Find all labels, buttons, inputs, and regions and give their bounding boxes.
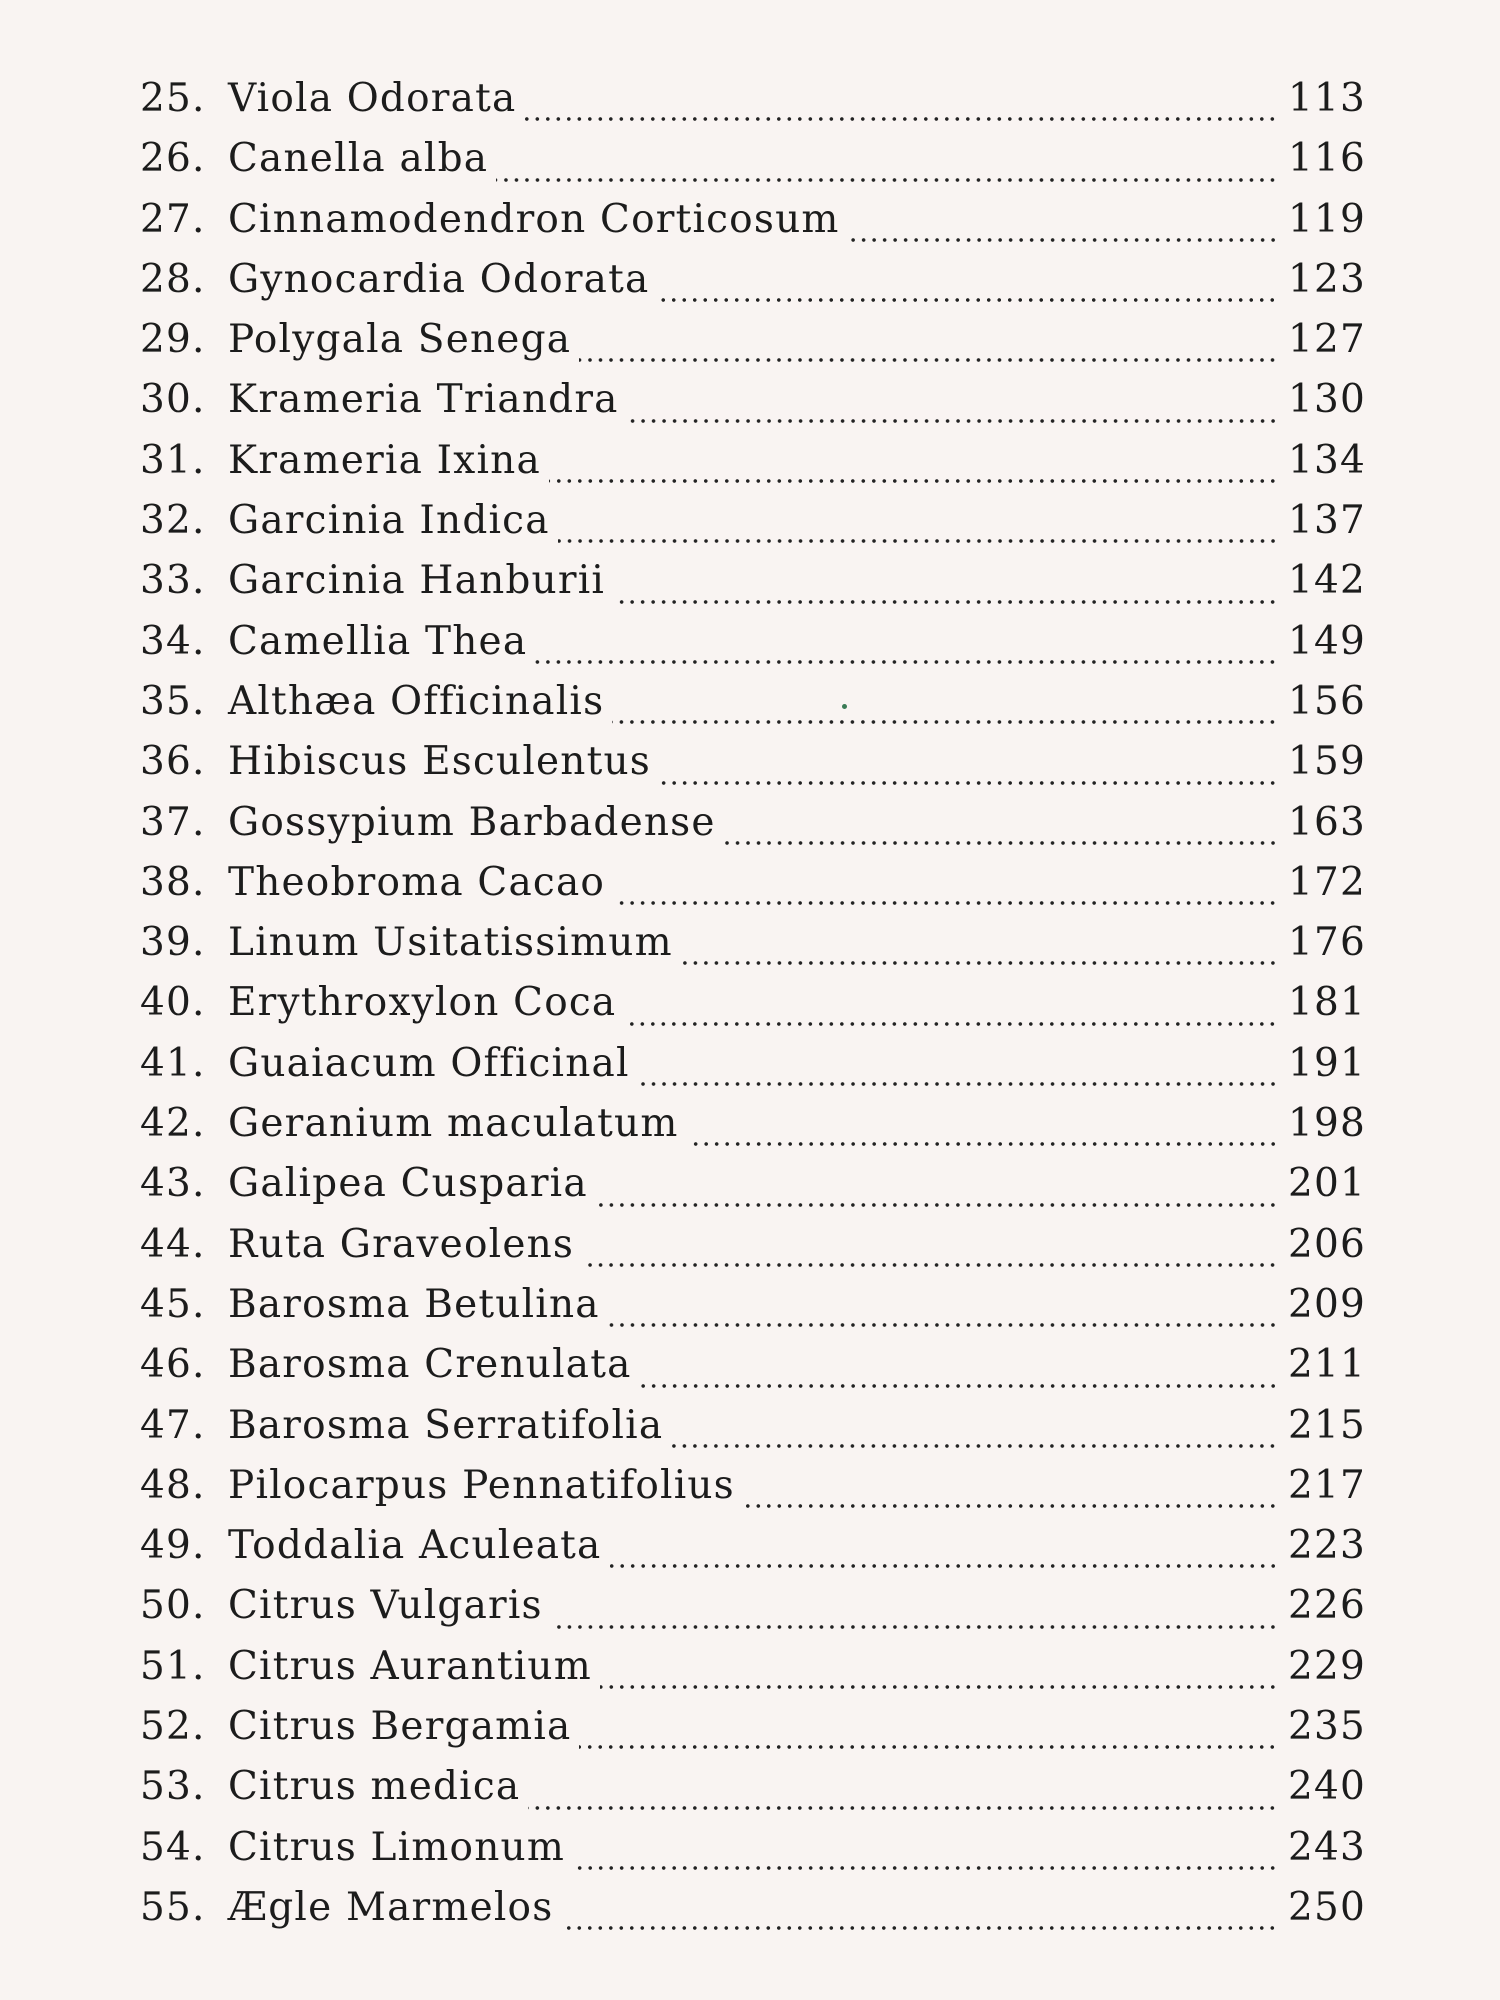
toc-entry [140, 1041, 1366, 1101]
toc-entry [140, 498, 1366, 558]
entry-title: Galipea Cusparia [228, 1161, 588, 1207]
entry-page-number: 215 [1287, 1402, 1366, 1448]
dot-leader [724, 841, 1278, 845]
entry-page-number: 191 [1287, 1040, 1366, 1086]
entry-page-number: 123 [1287, 256, 1366, 302]
entry-title: Linum Usitatissimum [228, 920, 673, 966]
entry-title: Ægle Marmelos [228, 1884, 554, 1930]
entry-number: 53. [140, 1764, 206, 1810]
dot-leader [671, 1444, 1278, 1448]
dot-leader [624, 1022, 1278, 1026]
entry-title: Pilocarpus Pennatifolius [228, 1462, 735, 1508]
dot-leader [610, 1564, 1278, 1568]
entry-number: 48. [140, 1462, 206, 1508]
toc-entry [140, 377, 1366, 437]
dot-leader [638, 1082, 1278, 1086]
entry-title: Gossypium Barbadense [228, 799, 716, 845]
entry-title: Theobroma Cacao [228, 859, 606, 905]
dot-leader [558, 539, 1278, 543]
toc-entry [140, 1523, 1366, 1583]
entry-number: 29. [140, 317, 206, 363]
entry-number: 33. [140, 558, 206, 604]
entry-number: 54. [140, 1824, 206, 1870]
toc-entry [140, 1282, 1366, 1342]
entry-page-number: 149 [1287, 618, 1366, 664]
entry-title: Althæa Officinalis [228, 678, 605, 724]
dot-leader [582, 1263, 1278, 1267]
dot-leader [743, 1504, 1278, 1508]
entry-title: Polygala Senega [228, 317, 572, 363]
toc-entry [140, 1583, 1366, 1643]
entry-page-number: 217 [1287, 1462, 1366, 1508]
dot-leader [612, 720, 1278, 724]
dot-leader [596, 1203, 1278, 1207]
entry-number: 30. [140, 377, 206, 423]
entry-number: 55. [140, 1884, 206, 1930]
dot-leader [561, 1926, 1278, 1930]
toc-entry [140, 1825, 1366, 1885]
entry-number: 39. [140, 920, 206, 966]
entry-title: Barosma Betulina [228, 1281, 600, 1327]
entry-title: Citrus Aurantium [228, 1643, 592, 1689]
entry-number: 26. [140, 136, 206, 182]
toc-entry [140, 136, 1366, 196]
dot-leader [549, 479, 1278, 483]
entry-number: 37. [140, 799, 206, 845]
toc-entry [140, 619, 1366, 679]
toc-entry [140, 1403, 1366, 1463]
entry-number: 35. [140, 678, 206, 724]
entry-number: 25. [140, 76, 206, 121]
toc-entry [140, 1644, 1366, 1704]
entry-page-number: 181 [1287, 980, 1366, 1026]
entry-number: 47. [140, 1402, 206, 1448]
toc-entry [140, 679, 1366, 739]
entry-number: 34. [140, 618, 206, 664]
entry-number: 40. [140, 980, 206, 1026]
entry-number: 45. [140, 1281, 206, 1327]
entry-title: Krameria Triandra [228, 377, 619, 423]
entry-page-number: 130 [1287, 377, 1366, 423]
entry-page-number: 198 [1287, 1101, 1366, 1147]
dot-leader [551, 1625, 1278, 1629]
entry-page-number: 226 [1287, 1583, 1366, 1629]
dot-leader [659, 781, 1278, 785]
toc-entry [140, 76, 1366, 136]
entry-number: 32. [140, 498, 206, 544]
entry-title: Ruta Graveolens [228, 1221, 575, 1267]
toc-entry [140, 860, 1366, 920]
dot-leader [579, 1745, 1277, 1749]
entry-page-number: 223 [1287, 1523, 1366, 1569]
toc-entry [140, 317, 1366, 377]
entry-number: 28. [140, 256, 206, 302]
entry-page-number: 159 [1287, 739, 1366, 785]
entry-title: Krameria Ixina [228, 437, 541, 483]
table-of-contents [140, 76, 1366, 1945]
toc-entry [140, 438, 1366, 498]
dot-leader [524, 117, 1278, 121]
toc-entry [140, 257, 1366, 317]
toc-entry [140, 1101, 1366, 1161]
dot-leader [687, 1142, 1278, 1146]
entry-number: 36. [140, 739, 206, 785]
entry-page-number: 206 [1287, 1221, 1366, 1267]
entry-page-number: 137 [1287, 498, 1366, 544]
entry-page-number: 235 [1287, 1704, 1366, 1750]
dot-leader [579, 358, 1278, 362]
dot-leader [640, 1384, 1278, 1388]
entry-title: Guaiacum Officinal [228, 1040, 630, 1086]
entry-number: 41. [140, 1040, 206, 1086]
entry-page-number: 209 [1287, 1281, 1366, 1327]
toc-entry [140, 1463, 1366, 1523]
entry-page-number: 116 [1287, 136, 1366, 182]
entry-page-number: 229 [1287, 1643, 1366, 1689]
entry-title: Citrus medica [228, 1764, 521, 1810]
entry-number: 42. [140, 1101, 206, 1147]
entry-page-number: 119 [1287, 196, 1366, 242]
entry-number: 50. [140, 1583, 206, 1629]
toc-entry [140, 920, 1366, 980]
dot-leader [848, 238, 1278, 242]
entry-title: Geranium maculatum [228, 1101, 679, 1147]
entry-page-number: 243 [1287, 1824, 1366, 1870]
dot-leader [613, 901, 1278, 905]
entry-number: 43. [140, 1161, 206, 1207]
entry-title: Canella alba [228, 136, 489, 182]
dot-leader [681, 961, 1278, 965]
entry-number: 52. [140, 1704, 206, 1750]
entry-number: 31. [140, 437, 206, 483]
entry-title: Barosma Serratifolia [228, 1402, 664, 1448]
entry-number: 44. [140, 1221, 206, 1267]
entry-title: Gynocardia Odorata [228, 256, 650, 302]
dot-leader [535, 660, 1278, 664]
toc-entry [140, 800, 1366, 860]
entry-title: Hibiscus Esculentus [228, 739, 652, 785]
dot-leader [627, 419, 1278, 423]
entry-page-number: 113 [1287, 76, 1366, 121]
entry-title: Erythroxylon Coca [228, 980, 617, 1026]
entry-title: Garcinia Indica [228, 498, 550, 544]
dot-leader [600, 1685, 1278, 1689]
entry-page-number: 172 [1287, 859, 1366, 905]
toc-entry [140, 197, 1366, 257]
entry-page-number: 240 [1287, 1764, 1366, 1810]
toc-entry [140, 1222, 1366, 1282]
entry-page-number: 250 [1287, 1884, 1366, 1930]
entry-page-number: 176 [1287, 920, 1366, 966]
dot-leader [496, 178, 1278, 182]
toc-entry [140, 558, 1366, 618]
toc-entry [140, 1161, 1366, 1221]
entry-page-number: 163 [1287, 799, 1366, 845]
entry-title: Camellia Thea [228, 618, 528, 664]
entry-title: Citrus Bergamia [228, 1704, 572, 1750]
entry-number: 38. [140, 859, 206, 905]
entry-title: Toddalia Aculeata [228, 1523, 602, 1569]
entry-page-number: 127 [1287, 317, 1366, 363]
toc-entry [140, 739, 1366, 799]
toc-entry [140, 1342, 1366, 1402]
dot-leader [613, 600, 1278, 604]
dot-leader [608, 1323, 1278, 1327]
entry-title: Citrus Limonum [228, 1824, 566, 1870]
toc-entry [140, 1764, 1366, 1824]
toc-entry [140, 1704, 1366, 1764]
entry-page-number: 142 [1287, 558, 1366, 604]
ink-speck [842, 704, 847, 709]
entry-page-number: 134 [1287, 437, 1366, 483]
toc-entry [140, 980, 1366, 1040]
entry-number: 49. [140, 1523, 206, 1569]
entry-title: Cinnamodendron Corticosum [228, 196, 840, 242]
entry-number: 51. [140, 1643, 206, 1689]
entry-page-number: 201 [1287, 1161, 1366, 1207]
entry-title: Viola Odorata [228, 76, 517, 121]
entry-number: 27. [140, 196, 206, 242]
entry-title: Garcinia Hanburii [228, 558, 606, 604]
entry-title: Citrus Vulgaris [228, 1583, 543, 1629]
dot-leader [657, 298, 1278, 302]
entry-page-number: 211 [1287, 1342, 1366, 1388]
entry-title: Barosma Crenulata [228, 1342, 632, 1388]
entry-number: 46. [140, 1342, 206, 1388]
dot-leader [528, 1806, 1278, 1810]
dot-leader [573, 1866, 1278, 1870]
entry-page-number: 156 [1287, 678, 1366, 724]
toc-entry [140, 1885, 1366, 1945]
